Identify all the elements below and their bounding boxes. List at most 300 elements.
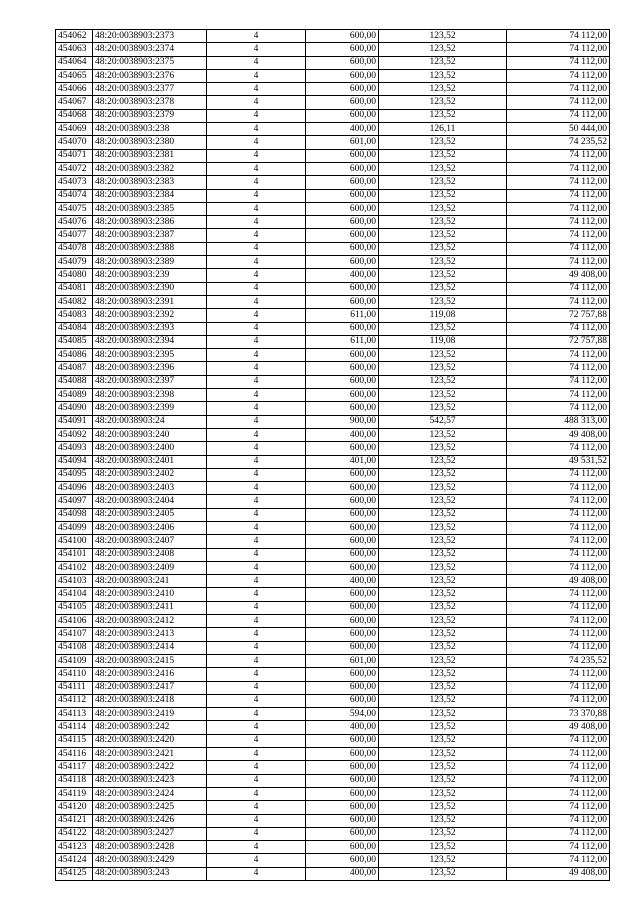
row-number-cell: 454115 [56,734,93,747]
row-number-cell: 454093 [56,442,93,455]
area-cell: 600,00 [306,761,379,774]
row-number-cell: 454110 [56,668,93,681]
cadastral-value-cell: 74 112,00 [507,322,610,335]
cadastral-number-cell: 48:20:0038903:2404 [93,495,207,508]
cadastral-value-cell: 74 112,00 [507,734,610,747]
area-cell: 600,00 [306,96,379,109]
table-row [56,375,610,388]
row-number-cell: 454064 [56,56,93,69]
table-row [56,109,610,122]
row-number-cell: 454065 [56,69,93,82]
row-number-cell: 454098 [56,508,93,521]
parcel-table-body [56,30,610,881]
cadastral-value-cell: 74 112,00 [507,548,610,561]
unit-value-cell: 123,52 [379,774,507,787]
unit-value-cell: 123,52 [379,694,507,707]
table-row [56,801,610,814]
category-cell: 4 [207,56,306,69]
row-number-cell: 454114 [56,721,93,734]
row-number-cell: 454076 [56,216,93,229]
category-cell: 4 [207,389,306,402]
category-cell: 4 [207,322,306,335]
area-cell: 600,00 [306,216,379,229]
cadastral-value-cell: 74 112,00 [507,787,610,800]
cadastral-value-cell: 74 112,00 [507,256,610,269]
unit-value-cell: 123,52 [379,428,507,441]
cadastral-number-cell: 48:20:0038903:242 [93,721,207,734]
unit-value-cell: 123,52 [379,136,507,149]
unit-value-cell: 123,52 [379,548,507,561]
cadastral-value-cell: 74 112,00 [507,96,610,109]
cadastral-value-cell: 74 112,00 [507,854,610,867]
area-cell: 600,00 [306,402,379,415]
area-cell: 600,00 [306,521,379,534]
cadastral-value-cell: 74 112,00 [507,30,610,43]
cadastral-number-cell: 48:20:0038903:240 [93,428,207,441]
unit-value-cell: 123,52 [379,242,507,255]
table-row [56,854,610,867]
category-cell: 4 [207,827,306,840]
table-row [56,521,610,534]
row-number-cell: 454075 [56,202,93,215]
cadastral-number-cell: 48:20:0038903:2380 [93,136,207,149]
area-cell: 600,00 [306,535,379,548]
unit-value-cell: 123,52 [379,801,507,814]
row-number-cell: 454105 [56,601,93,614]
table-row [56,69,610,82]
table-row [56,282,610,295]
row-number-cell: 454087 [56,362,93,375]
table-row [56,295,610,308]
table-row [56,216,610,229]
cadastral-value-cell: 74 112,00 [507,535,610,548]
cadastral-number-cell: 48:20:0038903:2393 [93,322,207,335]
cadastral-number-cell: 48:20:0038903:2403 [93,482,207,495]
unit-value-cell: 123,52 [379,708,507,721]
cadastral-value-cell: 74 112,00 [507,694,610,707]
row-number-cell: 454063 [56,43,93,56]
category-cell: 4 [207,362,306,375]
row-number-cell: 454070 [56,136,93,149]
cadastral-value-cell: 72 757,88 [507,335,610,348]
unit-value-cell: 123,52 [379,561,507,574]
cadastral-value-cell: 74 112,00 [507,482,610,495]
row-number-cell: 454091 [56,415,93,428]
table-row [56,561,610,574]
area-cell: 400,00 [306,428,379,441]
table-row [56,202,610,215]
area-cell: 600,00 [306,282,379,295]
cadastral-number-cell: 48:20:0038903:2386 [93,216,207,229]
category-cell: 4 [207,628,306,641]
table-row [56,654,610,667]
table-row [56,615,610,628]
row-number-cell: 454080 [56,269,93,282]
cadastral-value-cell: 49 408,00 [507,428,610,441]
category-cell: 4 [207,109,306,122]
area-cell: 600,00 [306,588,379,601]
table-row [56,389,610,402]
area-cell: 600,00 [306,322,379,335]
cadastral-number-cell: 48:20:0038903:243 [93,867,207,880]
unit-value-cell: 123,52 [379,389,507,402]
category-cell: 4 [207,575,306,588]
cadastral-number-cell: 48:20:0038903:2414 [93,641,207,654]
cadastral-value-cell: 74 112,00 [507,83,610,96]
cadastral-value-cell: 74 112,00 [507,242,610,255]
unit-value-cell: 123,52 [379,442,507,455]
row-number-cell: 454097 [56,495,93,508]
table-row [56,774,610,787]
category-cell: 4 [207,508,306,521]
table-row [56,681,610,694]
cadastral-number-cell: 48:20:0038903:2378 [93,96,207,109]
unit-value-cell: 123,52 [379,601,507,614]
row-number-cell: 454094 [56,455,93,468]
cadastral-number-cell: 48:20:0038903:2395 [93,349,207,362]
unit-value-cell: 123,52 [379,202,507,215]
table-row [56,229,610,242]
table-row [56,162,610,175]
row-number-cell: 454090 [56,402,93,415]
row-number-cell: 454104 [56,588,93,601]
cadastral-value-cell: 49 408,00 [507,269,610,282]
cadastral-value-cell: 72 757,88 [507,309,610,322]
cadastral-number-cell: 48:20:0038903:2421 [93,748,207,761]
area-cell: 600,00 [306,681,379,694]
area-cell: 600,00 [306,69,379,82]
table-row [56,827,610,840]
cadastral-number-cell: 48:20:0038903:2423 [93,774,207,787]
category-cell: 4 [207,295,306,308]
table-row [56,841,610,854]
category-cell: 4 [207,814,306,827]
unit-value-cell: 123,52 [379,295,507,308]
area-cell: 600,00 [306,827,379,840]
row-number-cell: 454125 [56,867,93,880]
table-row [56,123,610,136]
category-cell: 4 [207,176,306,189]
category-cell: 4 [207,375,306,388]
row-number-cell: 454081 [56,282,93,295]
cadastral-number-cell: 48:20:0038903:2399 [93,402,207,415]
cadastral-number-cell: 48:20:0038903:2387 [93,229,207,242]
unit-value-cell: 123,52 [379,721,507,734]
table-row [56,748,610,761]
area-cell: 600,00 [306,841,379,854]
category-cell: 4 [207,43,306,56]
unit-value-cell: 123,52 [379,269,507,282]
area-cell: 900,00 [306,415,379,428]
table-row [56,189,610,202]
category-cell: 4 [207,442,306,455]
table-row [56,43,610,56]
row-number-cell: 454082 [56,295,93,308]
category-cell: 4 [207,668,306,681]
area-cell: 600,00 [306,774,379,787]
cadastral-number-cell: 48:20:0038903:2411 [93,601,207,614]
row-number-cell: 454124 [56,854,93,867]
category-cell: 4 [207,615,306,628]
unit-value-cell: 123,52 [379,282,507,295]
cadastral-value-cell: 74 112,00 [507,681,610,694]
unit-value-cell: 123,52 [379,149,507,162]
area-cell: 600,00 [306,43,379,56]
category-cell: 4 [207,229,306,242]
row-number-cell: 454077 [56,229,93,242]
category-cell: 4 [207,841,306,854]
area-cell: 600,00 [306,202,379,215]
unit-value-cell: 123,52 [379,56,507,69]
cadastral-number-cell: 48:20:0038903:2420 [93,734,207,747]
category-cell: 4 [207,548,306,561]
cadastral-number-cell: 48:20:0038903:2389 [93,256,207,269]
unit-value-cell: 123,52 [379,216,507,229]
category-cell: 4 [207,854,306,867]
table-row [56,96,610,109]
category-cell: 4 [207,748,306,761]
area-cell: 600,00 [306,362,379,375]
cadastral-number-cell: 48:20:0038903:2384 [93,189,207,202]
unit-value-cell: 123,52 [379,468,507,481]
table-row [56,335,610,348]
cadastral-value-cell: 74 112,00 [507,202,610,215]
category-cell: 4 [207,96,306,109]
unit-value-cell: 126,11 [379,123,507,136]
table-row [56,349,610,362]
unit-value-cell: 123,52 [379,162,507,175]
unit-value-cell: 123,52 [379,854,507,867]
area-cell: 600,00 [306,149,379,162]
category-cell: 4 [207,335,306,348]
cadastral-value-cell: 74 112,00 [507,402,610,415]
area-cell: 600,00 [306,734,379,747]
category-cell: 4 [207,708,306,721]
cadastral-value-cell: 74 112,00 [507,561,610,574]
area-cell: 600,00 [306,548,379,561]
table-row [56,708,610,721]
table-row [56,322,610,335]
area-cell: 600,00 [306,30,379,43]
area-cell: 600,00 [306,229,379,242]
unit-value-cell: 123,52 [379,43,507,56]
table-row [56,668,610,681]
cadastral-value-cell: 74 112,00 [507,641,610,654]
cadastral-value-cell: 49 408,00 [507,721,610,734]
cadastral-value-cell: 74 112,00 [507,349,610,362]
cadastral-number-cell: 48:20:0038903:2410 [93,588,207,601]
category-cell: 4 [207,69,306,82]
category-cell: 4 [207,535,306,548]
cadastral-number-cell: 48:20:0038903:2383 [93,176,207,189]
category-cell: 4 [207,402,306,415]
category-cell: 4 [207,761,306,774]
cadastral-number-cell: 48:20:0038903:2388 [93,242,207,255]
row-number-cell: 454079 [56,256,93,269]
table-row [56,455,610,468]
row-number-cell: 454096 [56,482,93,495]
cadastral-number-cell: 48:20:0038903:2425 [93,801,207,814]
cadastral-value-cell: 74 112,00 [507,468,610,481]
unit-value-cell: 123,52 [379,176,507,189]
unit-value-cell: 123,52 [379,83,507,96]
parcel-table [55,29,610,881]
table-row [56,83,610,96]
area-cell: 400,00 [306,867,379,880]
row-number-cell: 454074 [56,189,93,202]
area-cell: 600,00 [306,641,379,654]
unit-value-cell: 123,52 [379,455,507,468]
cadastral-number-cell: 48:20:0038903:2415 [93,654,207,667]
cadastral-value-cell: 74 112,00 [507,229,610,242]
cadastral-number-cell: 48:20:0038903:2409 [93,561,207,574]
unit-value-cell: 123,52 [379,349,507,362]
row-number-cell: 454062 [56,30,93,43]
cadastral-number-cell: 48:20:0038903:2375 [93,56,207,69]
row-number-cell: 454067 [56,96,93,109]
table-row [56,415,610,428]
row-number-cell: 454102 [56,561,93,574]
area-cell: 600,00 [306,56,379,69]
category-cell: 4 [207,721,306,734]
cadastral-value-cell: 74 112,00 [507,389,610,402]
category-cell: 4 [207,641,306,654]
area-cell: 600,00 [306,801,379,814]
area-cell: 600,00 [306,176,379,189]
area-cell: 600,00 [306,814,379,827]
unit-value-cell: 123,52 [379,508,507,521]
cadastral-value-cell: 74 112,00 [507,189,610,202]
area-cell: 600,00 [306,242,379,255]
cadastral-value-cell: 74 112,00 [507,149,610,162]
cadastral-value-cell: 74 112,00 [507,375,610,388]
row-number-cell: 454116 [56,748,93,761]
unit-value-cell: 123,52 [379,588,507,601]
cadastral-number-cell: 48:20:0038903:2402 [93,468,207,481]
category-cell: 4 [207,30,306,43]
category-cell: 4 [207,415,306,428]
area-cell: 600,00 [306,295,379,308]
area-cell: 401,00 [306,455,379,468]
unit-value-cell: 123,52 [379,761,507,774]
area-cell: 400,00 [306,123,379,136]
row-number-cell: 454103 [56,575,93,588]
cadastral-number-cell: 48:20:0038903:2405 [93,508,207,521]
category-cell: 4 [207,654,306,667]
category-cell: 4 [207,242,306,255]
unit-value-cell: 123,52 [379,668,507,681]
unit-value-cell: 123,52 [379,375,507,388]
area-cell: 600,00 [306,854,379,867]
category-cell: 4 [207,601,306,614]
cadastral-number-cell: 48:20:0038903:2390 [93,282,207,295]
area-cell: 600,00 [306,482,379,495]
table-row [56,402,610,415]
unit-value-cell: 123,52 [379,256,507,269]
row-number-cell: 454112 [56,694,93,707]
cadastral-number-cell: 48:20:0038903:2398 [93,389,207,402]
unit-value-cell: 123,52 [379,482,507,495]
area-cell: 600,00 [306,162,379,175]
table-row [56,575,610,588]
unit-value-cell: 123,52 [379,841,507,854]
unit-value-cell: 123,52 [379,362,507,375]
row-number-cell: 454066 [56,83,93,96]
cadastral-number-cell: 48:20:0038903:2418 [93,694,207,707]
unit-value-cell: 123,52 [379,69,507,82]
area-cell: 601,00 [306,654,379,667]
row-number-cell: 454106 [56,615,93,628]
unit-value-cell: 123,52 [379,109,507,122]
cadastral-number-cell: 48:20:0038903:2422 [93,761,207,774]
category-cell: 4 [207,349,306,362]
unit-value-cell: 123,52 [379,30,507,43]
cadastral-value-cell: 74 112,00 [507,282,610,295]
row-number-cell: 454113 [56,708,93,721]
unit-value-cell: 123,52 [379,495,507,508]
table-row [56,641,610,654]
category-cell: 4 [207,482,306,495]
table-row [56,482,610,495]
row-number-cell: 454123 [56,841,93,854]
unit-value-cell: 123,52 [379,734,507,747]
cadastral-number-cell: 48:20:0038903:2408 [93,548,207,561]
category-cell: 4 [207,521,306,534]
cadastral-value-cell: 74 112,00 [507,216,610,229]
cadastral-number-cell: 48:20:0038903:2392 [93,309,207,322]
unit-value-cell: 123,52 [379,787,507,800]
row-number-cell: 454078 [56,242,93,255]
area-cell: 600,00 [306,668,379,681]
category-cell: 4 [207,561,306,574]
row-number-cell: 454122 [56,827,93,840]
row-number-cell: 454095 [56,468,93,481]
area-cell: 600,00 [306,561,379,574]
area-cell: 600,00 [306,601,379,614]
cadastral-number-cell: 48:20:0038903:239 [93,269,207,282]
cadastral-number-cell: 48:20:0038903:2377 [93,83,207,96]
cadastral-number-cell: 48:20:0038903:2412 [93,615,207,628]
row-number-cell: 454118 [56,774,93,787]
cadastral-number-cell: 48:20:0038903:2419 [93,708,207,721]
area-cell: 600,00 [306,375,379,388]
row-number-cell: 454085 [56,335,93,348]
row-number-cell: 454092 [56,428,93,441]
area-cell: 600,00 [306,468,379,481]
cadastral-number-cell: 48:20:0038903:2400 [93,442,207,455]
area-cell: 611,00 [306,309,379,322]
cadastral-number-cell: 48:20:0038903:2373 [93,30,207,43]
unit-value-cell: 123,52 [379,867,507,880]
cadastral-number-cell: 48:20:0038903:24 [93,415,207,428]
category-cell: 4 [207,455,306,468]
cadastral-number-cell: 48:20:0038903:2397 [93,375,207,388]
unit-value-cell: 123,52 [379,814,507,827]
cadastral-value-cell: 73 370,88 [507,708,610,721]
cadastral-number-cell: 48:20:0038903:2416 [93,668,207,681]
area-cell: 400,00 [306,575,379,588]
cadastral-value-cell: 74 112,00 [507,495,610,508]
category-cell: 4 [207,495,306,508]
unit-value-cell: 123,52 [379,681,507,694]
row-number-cell: 454071 [56,149,93,162]
row-number-cell: 454101 [56,548,93,561]
cadastral-value-cell: 49 408,00 [507,867,610,880]
table-row [56,508,610,521]
area-cell: 600,00 [306,495,379,508]
category-cell: 4 [207,681,306,694]
unit-value-cell: 123,52 [379,189,507,202]
